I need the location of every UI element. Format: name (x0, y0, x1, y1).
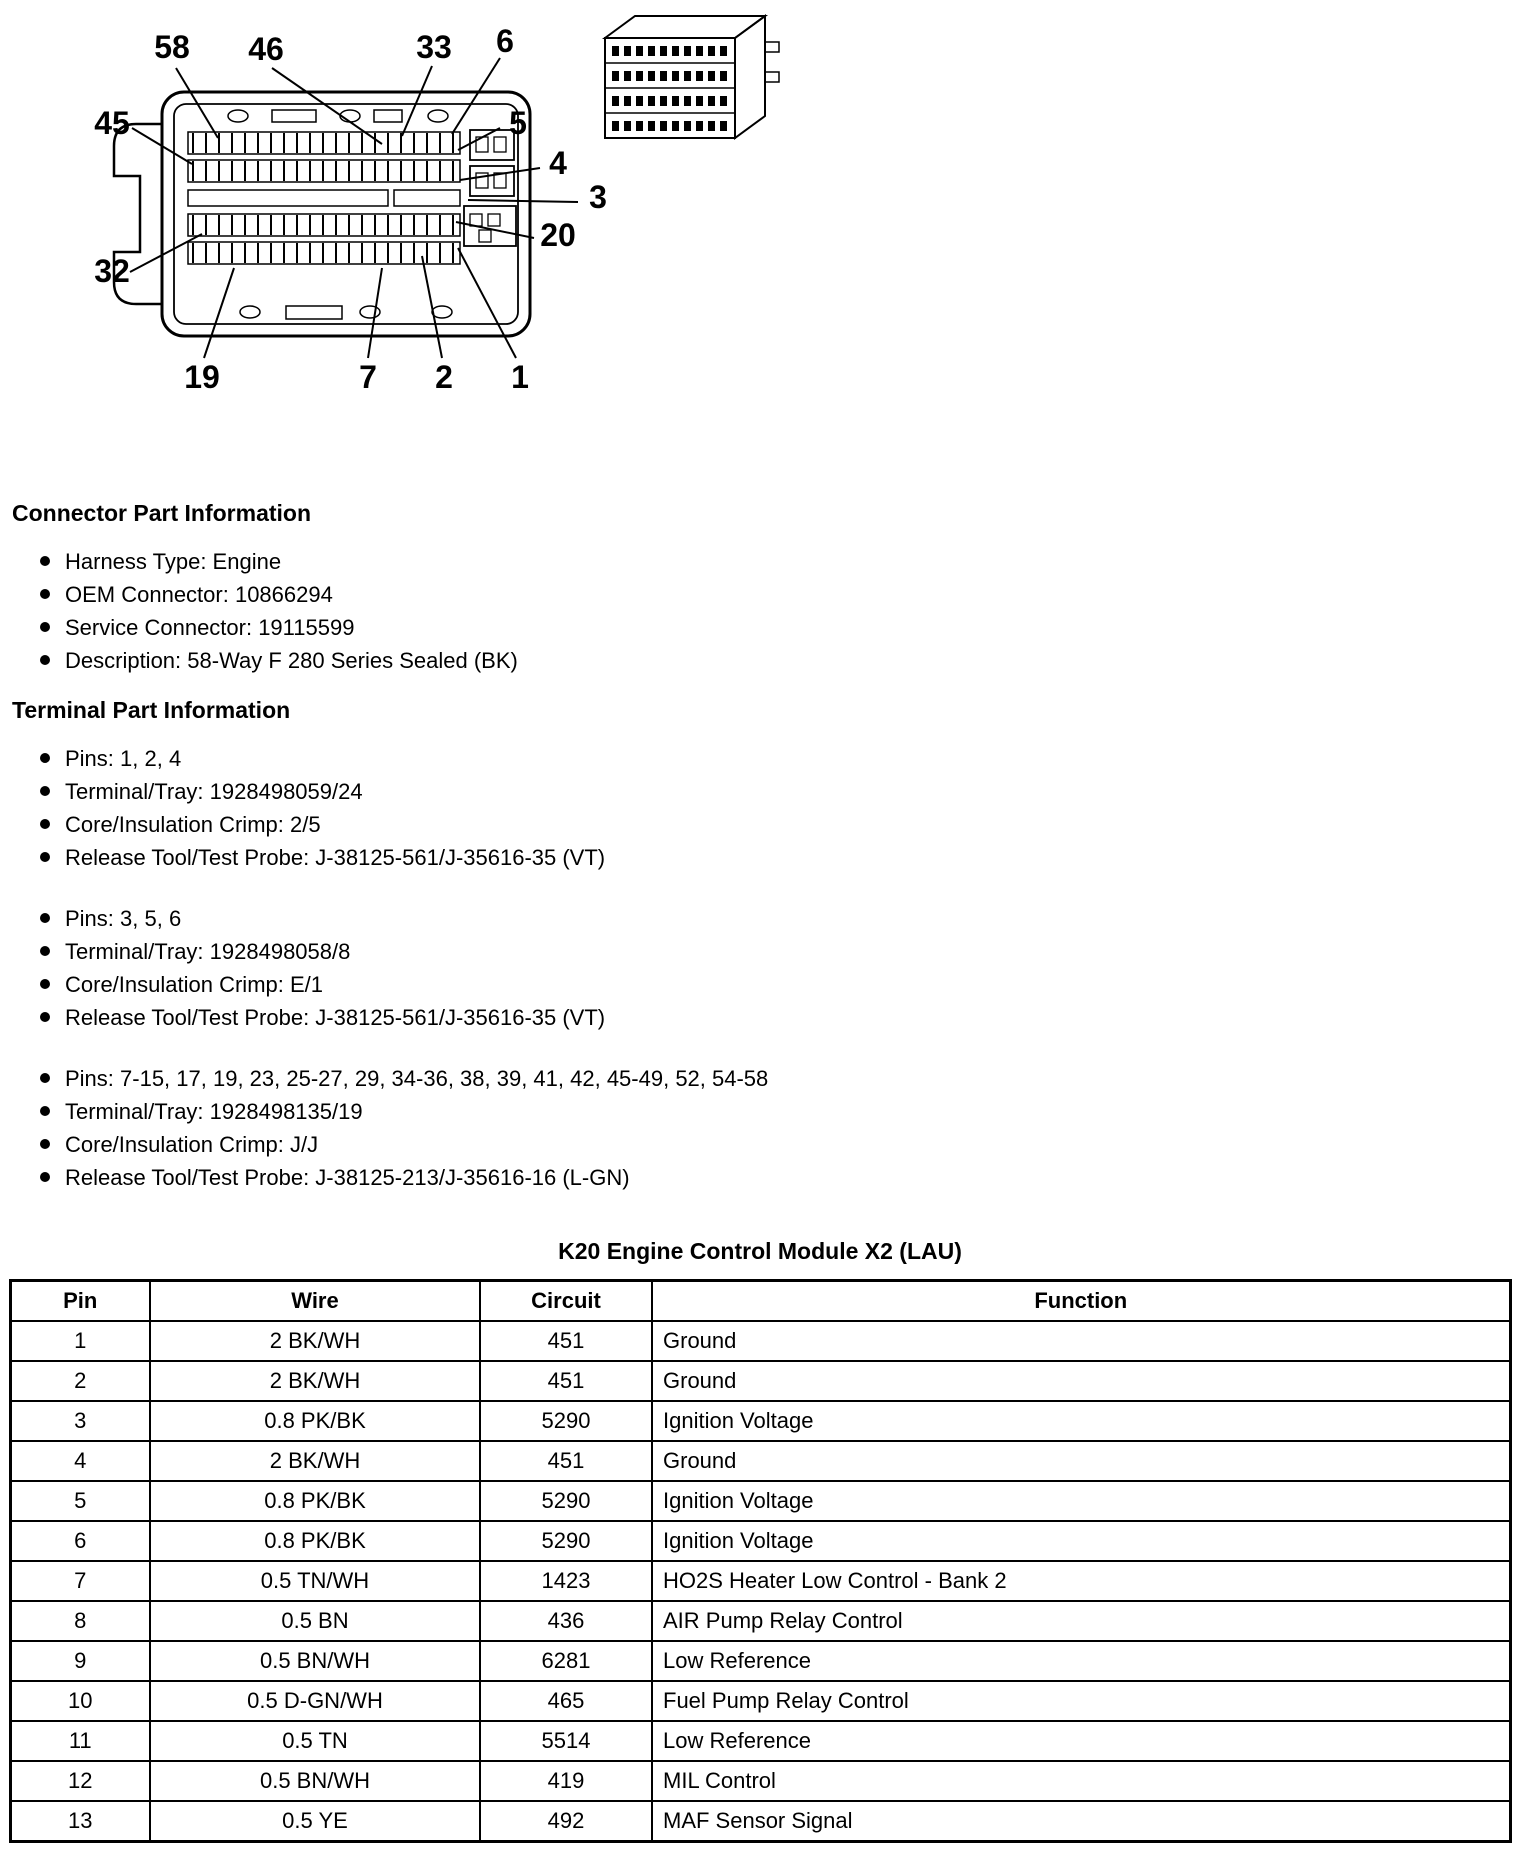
callout-leader-lines (130, 58, 578, 358)
oem-connector-text: OEM Connector: 10866294 (65, 582, 333, 607)
cell-circuit: 451 (480, 1321, 652, 1361)
cell-wire: 0.5 TN (150, 1721, 480, 1761)
callout-45: 45 (94, 105, 130, 141)
callout-5: 5 (509, 105, 527, 141)
cell-wire: 0.8 PK/BK (150, 1401, 480, 1441)
harness-type-text: Harness Type: Engine (65, 549, 282, 574)
cell-function: MAF Sensor Signal (652, 1801, 1510, 1842)
cell-pin: 6 (10, 1521, 150, 1561)
pinout-table-title: K20 Engine Control Module X2 (LAU) (558, 1238, 962, 1264)
cell-pin: 5 (10, 1481, 150, 1521)
list-item-terminal-tray (40, 775, 1520, 808)
list-item-pins (40, 902, 1520, 935)
column-header-function: Function (652, 1281, 1510, 1322)
cell-function: Ground (652, 1361, 1510, 1401)
bullet-icon (40, 589, 50, 599)
list-item-release-tool (40, 841, 1520, 874)
bullet-icon (40, 753, 50, 763)
bullet-icon (40, 852, 50, 862)
bullet-icon (40, 1139, 50, 1149)
callout-32: 32 (94, 253, 130, 289)
cell-function: HO2S Heater Low Control - Bank 2 (652, 1561, 1510, 1601)
cell-circuit: 1423 (480, 1561, 652, 1601)
core-insulation-crimp-text: Core/Insulation Crimp: E/1 (65, 972, 323, 997)
cell-wire: 2 BK/WH (150, 1441, 480, 1481)
table-row (10, 1321, 1510, 1361)
list-item-core-insulation-crimp (40, 1128, 1520, 1161)
bullet-icon (40, 556, 50, 566)
list-item-pins (40, 1062, 1520, 1095)
cell-wire: 0.5 BN/WH (150, 1641, 480, 1681)
connector-iso-view (605, 16, 779, 138)
list-item-terminal-tray (40, 1095, 1520, 1128)
cell-function: Ignition Voltage (652, 1481, 1510, 1521)
release-tool-text: Release Tool/Test Probe: J-38125-561/J-35616-35 (VT) (65, 1005, 606, 1030)
connector-info-list (0, 545, 1520, 677)
release-tool-text: Release Tool/Test Probe: J-38125-561/J-35616-35 (VT) (65, 845, 606, 870)
cell-function: MIL Control (652, 1761, 1510, 1801)
cell-function: AIR Pump Relay Control (652, 1601, 1510, 1641)
cell-circuit: 465 (480, 1681, 652, 1721)
column-header-wire: Wire (150, 1281, 480, 1322)
cell-pin: 8 (10, 1601, 150, 1641)
list-item-pins (40, 742, 1520, 775)
table-row (10, 1801, 1510, 1842)
cell-function: Ground (652, 1441, 1510, 1481)
cell-circuit: 436 (480, 1601, 652, 1641)
pinout-table (9, 1279, 1512, 1843)
table-row (10, 1601, 1510, 1641)
table-row (10, 1681, 1510, 1721)
callout-4: 4 (549, 145, 567, 181)
cell-function: Fuel Pump Relay Control (652, 1681, 1510, 1721)
bullet-icon (40, 1172, 50, 1182)
list-item-terminal-tray (40, 935, 1520, 968)
callout-20: 20 (540, 217, 576, 253)
pins-text: Pins: 3, 5, 6 (65, 906, 182, 931)
cell-pin: 4 (10, 1441, 150, 1481)
terminal-tray-text: Terminal/Tray: 1928498058/8 (65, 939, 351, 964)
pins-text: Pins: 1, 2, 4 (65, 746, 182, 771)
bullet-icon (40, 913, 50, 923)
callout-3: 3 (589, 179, 607, 215)
bullet-icon (40, 819, 50, 829)
table-row (10, 1361, 1510, 1401)
table-row (10, 1641, 1510, 1681)
list-item-release-tool (40, 1001, 1520, 1034)
cell-wire: 0.8 PK/BK (150, 1481, 480, 1521)
callout-58: 58 (154, 29, 190, 65)
cell-wire: 0.5 TN/WH (150, 1561, 480, 1601)
terminal-tray-text: Terminal/Tray: 1928498135/19 (65, 1099, 363, 1124)
callout-46: 46 (248, 31, 284, 67)
cell-pin: 9 (10, 1641, 150, 1681)
cell-wire: 0.5 BN/WH (150, 1761, 480, 1801)
callout-19: 19 (184, 359, 220, 395)
cell-wire: 2 BK/WH (150, 1361, 480, 1401)
cell-function: Ignition Voltage (652, 1521, 1510, 1561)
cell-pin: 7 (10, 1561, 150, 1601)
bullet-icon (40, 622, 50, 632)
cell-pin: 10 (10, 1681, 150, 1721)
cell-circuit: 451 (480, 1441, 652, 1481)
cell-pin: 11 (10, 1721, 150, 1761)
cell-circuit: 451 (480, 1361, 652, 1401)
cell-circuit: 5290 (480, 1401, 652, 1441)
release-tool-text: Release Tool/Test Probe: J-38125-213/J-35616-16 (L-GN) (65, 1165, 630, 1190)
cell-wire: 0.8 PK/BK (150, 1521, 480, 1561)
list-item-oem-connector (40, 578, 1520, 611)
bullet-icon (40, 946, 50, 956)
list-item-core-insulation-crimp (40, 808, 1520, 841)
table-header-row (10, 1281, 1510, 1322)
table-row (10, 1481, 1510, 1521)
cell-wire: 0.5 D-GN/WH (150, 1681, 480, 1721)
core-insulation-crimp-text: Core/Insulation Crimp: J/J (65, 1132, 319, 1157)
cell-pin: 13 (10, 1801, 150, 1842)
connector-diagram-area (0, 0, 1520, 448)
pins-text: Pins: 7-15, 17, 19, 23, 25-27, 29, 34-36, 38, 39, 41, 42, 45-49, 52, 54-58 (65, 1066, 769, 1091)
table-row (10, 1521, 1510, 1561)
column-header-pin: Pin (10, 1281, 150, 1322)
callout-6: 6 (496, 23, 514, 59)
list-item-core-insulation-crimp (40, 968, 1520, 1001)
callout-2: 2 (435, 359, 453, 395)
list-item-service-connector (40, 611, 1520, 644)
bullet-icon (40, 1106, 50, 1116)
cell-circuit: 6281 (480, 1641, 652, 1681)
bullet-icon (40, 786, 50, 796)
cell-function: Low Reference (652, 1721, 1510, 1761)
cell-pin: 3 (10, 1401, 150, 1441)
terminal-part-info-heading: Terminal Part Information (12, 697, 291, 723)
list-item-release-tool (40, 1161, 1520, 1194)
cell-wire: 0.5 BN (150, 1601, 480, 1641)
bullet-icon (40, 1073, 50, 1083)
callout-33: 33 (416, 29, 452, 65)
cell-pin: 2 (10, 1361, 150, 1401)
cell-function: Ground (652, 1321, 1510, 1361)
terminal-group-3 (0, 1062, 1520, 1194)
callout-7: 7 (359, 359, 377, 395)
core-insulation-crimp-text: Core/Insulation Crimp: 2/5 (65, 812, 321, 837)
bullet-icon (40, 979, 50, 989)
list-item-description (40, 644, 1520, 677)
table-row (10, 1761, 1510, 1801)
cell-function: Low Reference (652, 1641, 1510, 1681)
bullet-icon (40, 1012, 50, 1022)
connector-part-info-heading: Connector Part Information (12, 500, 312, 526)
cell-wire: 2 BK/WH (150, 1321, 480, 1361)
table-row (10, 1721, 1510, 1761)
cell-circuit: 492 (480, 1801, 652, 1842)
list-item-harness-type (40, 545, 1520, 578)
table-row (10, 1401, 1510, 1441)
terminal-tray-text: Terminal/Tray: 1928498059/24 (65, 779, 363, 804)
cell-pin: 12 (10, 1761, 150, 1801)
cell-circuit: 5290 (480, 1481, 652, 1521)
table-row (10, 1441, 1510, 1481)
terminal-group-2 (0, 902, 1520, 1034)
terminal-group-1 (0, 742, 1520, 874)
cell-pin: 1 (10, 1321, 150, 1361)
table-row (10, 1561, 1510, 1601)
connector-diagram (50, 6, 950, 448)
bullet-icon (40, 655, 50, 665)
cell-function: Ignition Voltage (652, 1401, 1510, 1441)
column-header-circuit: Circuit (480, 1281, 652, 1322)
cell-wire: 0.5 YE (150, 1801, 480, 1842)
connector-front-view (114, 92, 530, 336)
cell-circuit: 419 (480, 1761, 652, 1801)
callout-1: 1 (511, 359, 529, 395)
description-text: Description: 58-Way F 280 Series Sealed (BK) (65, 648, 518, 673)
service-connector-text: Service Connector: 19115599 (65, 615, 355, 640)
cell-circuit: 5514 (480, 1721, 652, 1761)
cell-circuit: 5290 (480, 1521, 652, 1561)
